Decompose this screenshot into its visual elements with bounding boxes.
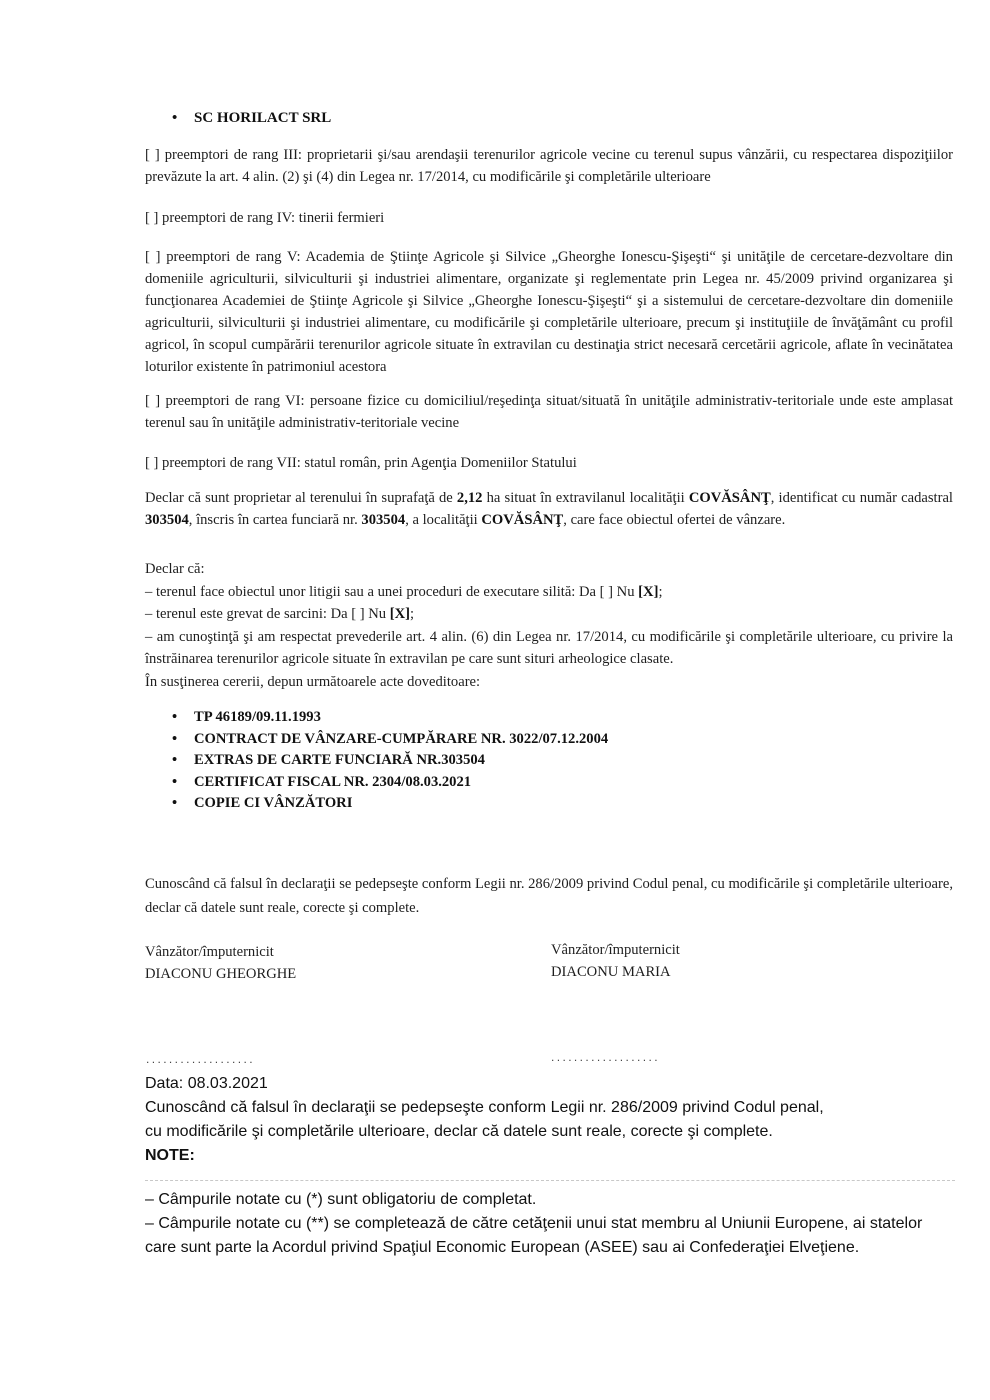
bullet-icon: • — [172, 709, 178, 725]
preemptor-rank-4: [ ] preemptori de rang IV: tinerii fermieri — [145, 210, 385, 226]
note-item-required: – Câmpurile notate cu (*) sunt obligatoriu de completat. — [145, 1191, 537, 1208]
supporting-documents-list — [172, 707, 608, 815]
company-name: SC HORILACT SRL — [194, 110, 332, 126]
signature-line-1[interactable]: ................... — [146, 1052, 255, 1066]
bullet-icon: • — [172, 730, 178, 747]
cadastral-number: 303504 — [145, 512, 189, 528]
checkbox[interactable]: [ ] — [145, 455, 159, 471]
preemptor-rank-3: [ ] preemptori de rang III: proprietarii şi/sau arendaşii terenurilor agricole vecine cu terenul supus vânzării, cu respectarea dispoziţiilor prevăzute la art. 4 alin. (2) şi (4) din Legea nr. 17/2014, cu modificările şi completările ulterioare — [145, 147, 953, 185]
checkbox[interactable]: [ ] — [145, 210, 159, 226]
false-declaration-footer: Cunoscând că falsul în declaraţii se pedepseşte conform Legii nr. 286/2009 privind Codul penal, cu modificările şi completările ulterioare, declar că datele sunt reale, corecte şi complete. — [145, 1099, 824, 1140]
declarations-heading: Declar că: — [145, 561, 205, 577]
litigation-declaration: – terenul face obiectul unor litigii sau a unei proceduri de executare silită: Da [ ] Nu [X]; — [145, 583, 663, 600]
litigation-no-mark: [X] — [638, 583, 659, 600]
signatory-role: Vânzător/împuternicit — [145, 944, 274, 960]
false-declaration-statement: Cunoscând că falsul în declaraţii se pedepseşte conform Legii nr. 286/2009 privind Codul penal, cu modificările şi completările ulterioare, declar că datele sunt reale, corecte şi complete. — [145, 876, 953, 916]
encumbrance-no-mark: [X] — [389, 606, 411, 622]
bullet-icon: • — [172, 752, 178, 768]
checkbox[interactable]: [ ] — [145, 393, 161, 409]
supporting-docs-intro: În susţinerea cererii, depun următoarele acte doveditoare: — [145, 673, 481, 690]
locality: COVĂSÂNŢ — [481, 512, 564, 528]
signatory-2 — [551, 939, 680, 983]
document-item: • COPIE CI VÂNZĂTORI — [172, 793, 608, 815]
company-bullet — [172, 110, 331, 127]
encumbrance-declaration: – terenul este grevat de sarcini: Da [ ] Nu [X]; — [145, 606, 415, 622]
signatory-name: DIACONU MARIA — [551, 964, 671, 980]
bullet-icon: • — [172, 110, 178, 126]
land-area: 2,12 — [456, 490, 483, 506]
signatory-role: Vânzător/împuternicit — [551, 942, 680, 958]
signatory-name: DIACONU GHEORGHE — [145, 966, 297, 982]
note-item-eu-citizens: – Câmpurile notate cu (**) se completează de către cetăţenii unui stat membru al Uniunii Europene, ai statelor care sunt parte la Acordul privind Spaţiul Economic European (ASEE) sau ai Confederaţiei Elveţiene. — [145, 1215, 923, 1256]
preemptor-rank-5: [ ] preemptori de rang V: Academia de Ştiinţe Agricole şi Silvice „Gheorghe Ionescu-Şişeşti“ şi unităţile de cercetare-dezvoltare din domeniile agriculturii, silviculturii şi industriei alimentare, organizate şi reglementate prin Legea nr. 45/2009 privind organizarea şi funcţionarea Academiei de Ştiinţe Agricole şi Silvice „Gheorghe Ionescu-Şişeşti“ şi a sistemului de cercetare-dezvoltare din domeniile agriculturii, silviculturii şi industriei alimentare, cu modificările şi completările ulterioare, precum şi instituţiile de învăţământ cu profil agricol, în scopul cumpărării terenurilor agricole situate în extravilan cu destinaţia strict necesară cercetării agricole, aflate în vecinătatea loturilor existente în patrimoniul acestora — [145, 249, 953, 375]
checkbox[interactable]: [ ] — [145, 147, 160, 163]
notes-heading: NOTE: — [145, 1147, 195, 1164]
preemptor-rank-6: [ ] preemptori de rang VI: persoane fizice cu domiciliul/reşedinţa situat/situată în unităţile administrativ-teritoriale unde este amplasat terenul sau în unităţile administrativ-teritoriale vecine — [145, 393, 953, 431]
document-item: • EXTRAS DE CARTE FUNCIARĂ NR.303504 — [172, 750, 608, 772]
bullet-icon: • — [172, 795, 178, 811]
locality: COVĂSÂNŢ — [688, 490, 771, 506]
land-book-number: 303504 — [361, 512, 406, 528]
date-line: Data: 08.03.2021 — [145, 1075, 268, 1092]
signature-line-2[interactable]: ................... — [551, 1050, 660, 1064]
ownership-declaration: Declar că sunt proprietar al terenului în suprafaţă de 2,12 ha situat în extravilanul localităţii COVĂSÂNŢ, identificat cu număr cadastral 303504, înscris în cartea funciară nr. 303504, a localităţii COVĂSÂNŢ, care face obiectul ofertei de vânzare. — [145, 490, 953, 528]
document-item: • CERTIFICAT FISCAL NR. 2304/08.03.2021 — [172, 772, 608, 794]
signatory-1 — [145, 941, 296, 985]
declarations-block — [145, 558, 953, 693]
document-item: • TP 46189/09.11.1993 — [172, 707, 608, 729]
notes-divider — [145, 1180, 955, 1181]
document-item: • CONTRACT DE VÂNZARE-CUMPĂRARE NR. 3022/07.12.2004 — [172, 729, 608, 751]
archaeology-declaration: – am cunoştinţă şi am respectat prevederile art. 4 alin. (6) din Legea nr. 17/2014, cu modificările şi completările ulterioare, cu privire la înstrăinarea terenurilor agricole situate în extravilan pe care sunt situri arheologice clasate. — [145, 628, 953, 667]
checkbox[interactable]: [ ] — [145, 249, 161, 265]
bullet-icon: • — [172, 773, 178, 790]
preemptor-rank-7: [ ] preemptori de rang VII: statul român, prin Agenţia Domeniilor Statului — [145, 455, 577, 471]
